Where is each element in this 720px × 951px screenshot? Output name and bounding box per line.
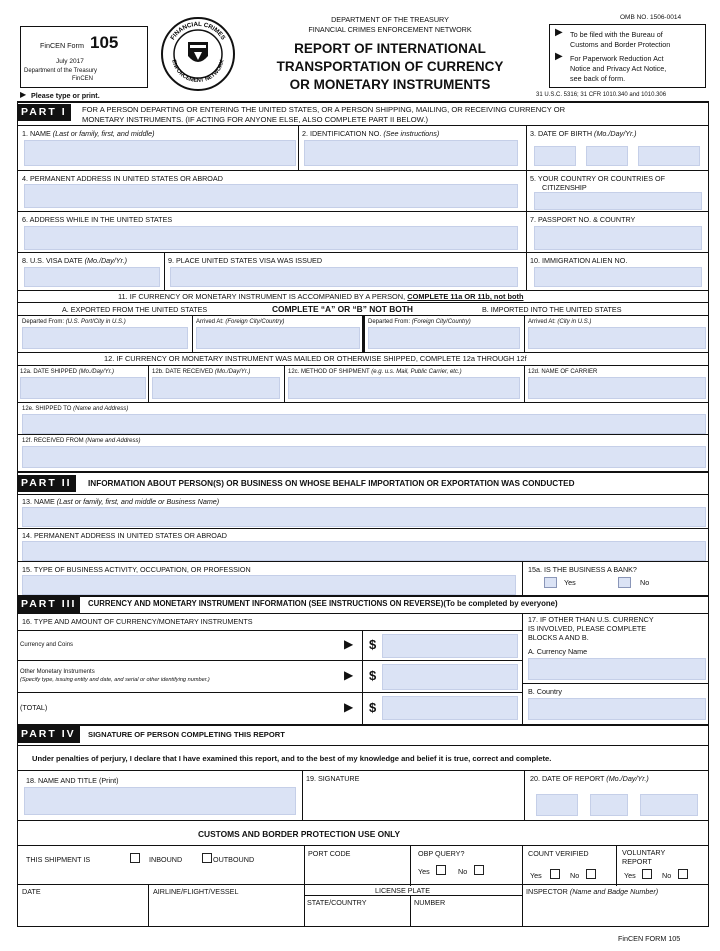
part-4-tag: PART IV (17, 726, 80, 743)
rule (17, 252, 709, 253)
alien-no-label: 10. IMMIGRATION ALIEN NO. (530, 256, 628, 265)
report-month-field[interactable] (536, 794, 578, 816)
rule (17, 471, 709, 473)
departed-from-foreign-label: Departed From: (Foreign City/Country) (368, 319, 471, 325)
divider (284, 366, 285, 402)
divider (304, 846, 305, 926)
please-arrow-icon: ▶ (20, 90, 27, 99)
arrived-at-foreign-label: Arrived At: (Foreign City/Country) (196, 319, 285, 325)
rule (17, 302, 709, 303)
part-1-title-2: MONETARY INSTRUMENTS. (IF ACTING FOR ANYONE ELSE, ALSO COMPLETE PART II BELOW.) (82, 115, 429, 124)
alien-no-field[interactable] (534, 267, 702, 287)
divider-thick (362, 316, 365, 352)
divider (192, 316, 193, 352)
item-11-label: 11. IF CURRENCY OR MONETARY INSTRUMENT IS ACCOMPANIED BY A PERSON, COMPLETE 11a OR 11b, not both (118, 292, 524, 301)
total-amount[interactable] (382, 696, 518, 720)
divider (298, 126, 299, 170)
dept-short-2: FinCEN (72, 76, 94, 82)
rule (17, 820, 709, 821)
rule (17, 402, 709, 403)
airline-label: AIRLINE/FLIGHT/VESSEL (153, 887, 239, 896)
frame-left (17, 101, 18, 927)
other-instruments-label: Other Monetary Instruments (20, 669, 95, 675)
part-1-title-1: FOR A PERSON DEPARTING OR ENTERING THE UNITED STATES, OR A PERSON SHIPPING, MAILING, OR RECEIVING CURRENCY OR (82, 105, 566, 114)
divider (616, 846, 617, 886)
business-address-field[interactable] (22, 541, 706, 561)
date-label: DATE (22, 887, 41, 896)
rule (17, 845, 709, 846)
total-label: (TOTAL) (20, 703, 48, 712)
cbp-title: CUSTOMS AND BORDER PROTECTION USE ONLY (198, 829, 401, 839)
rule (17, 365, 709, 366)
perm-address-label: 4. PERMANENT ADDRESS IN UNITED STATES OR ABROAD (22, 174, 223, 183)
divider (148, 885, 149, 926)
rule (17, 884, 709, 885)
obp-query-label: OBP QUERY? (418, 849, 465, 858)
note-2c: see back of form. (570, 74, 626, 83)
voluntary-yes-label: Yes (624, 871, 636, 880)
rule (17, 660, 522, 661)
departed-from-us-label: Departed From: (U.S. Port/City in U.S.) (22, 319, 126, 325)
bank-yes-label: Yes (564, 578, 576, 587)
count-verified-label: COUNT VERIFIED (528, 849, 589, 858)
form-label: FinCEN Form (40, 41, 84, 50)
arrived-at-us-field[interactable] (528, 327, 706, 349)
divider (522, 562, 523, 596)
part-3-title: CURRENCY AND MONETARY INSTRUMENT INFORMATION (SEE INSTRUCTIONS ON REVERSE)(To be completed by everyone) (88, 599, 558, 608)
license-plate-label: LICENSE PLATE (375, 886, 430, 895)
form-title-2: TRANSPORTATION OF CURRENCY (276, 59, 504, 74)
carrier-field[interactable] (528, 377, 706, 399)
total-arrow-icon: ▶ (344, 700, 354, 714)
report-year-field[interactable] (640, 794, 698, 816)
svg-text:FINANCIAL CRIMES: FINANCIAL CRIMES (169, 20, 227, 42)
name-field[interactable] (24, 140, 296, 166)
business-name-field[interactable] (22, 507, 706, 527)
dob-label: 3. DATE OF BIRTH (Mo./Day/Yr.) (530, 129, 637, 138)
business-address-label: 14. PERMANENT ADDRESS IN UNITED STATES OR ABROAD (22, 531, 227, 540)
note-1a: To be filed with the Bureau of (570, 30, 663, 39)
other-dollar-sign: $ (369, 668, 377, 683)
rule (17, 724, 709, 726)
citizenship-label-2: CITIZENSHIP (542, 183, 587, 192)
voluntary-label-2: REPORT (622, 857, 652, 866)
method-label: 12c. METHOD OF SHIPMENT (e.g. u.s. Mail, Public Carrier, etc.) (288, 369, 462, 375)
dept-short: Department of the Treasury (24, 68, 98, 74)
state-country-label: STATE/COUNTRY (307, 898, 367, 907)
rule (17, 494, 709, 495)
shipment-label: THIS SHIPMENT IS (26, 855, 91, 864)
divider (148, 366, 149, 402)
departed-from-foreign-field[interactable] (368, 327, 520, 349)
name-title-field[interactable] (24, 787, 296, 815)
currency-name-field[interactable] (528, 658, 706, 680)
dob-year-field[interactable] (638, 146, 700, 166)
treasury-seal (160, 16, 236, 92)
divider (524, 316, 525, 352)
rule (17, 926, 709, 927)
query-no-checkbox[interactable] (474, 865, 484, 875)
voluntary-no-checkbox[interactable] (678, 869, 688, 879)
rule (17, 613, 709, 614)
country-label: B. Country (528, 687, 562, 696)
currency-name-label: A. Currency Name (528, 647, 588, 656)
count-yes-label: Yes (530, 871, 542, 880)
signature-label: 19. SIGNATURE (306, 774, 360, 783)
passport-label: 7. PASSPORT NO. & COUNTRY (530, 215, 636, 224)
method-field[interactable] (288, 377, 520, 399)
signature-area[interactable] (306, 785, 520, 817)
rule (17, 770, 709, 771)
count-no-checkbox[interactable] (586, 869, 596, 879)
us-address-field[interactable] (24, 226, 518, 250)
frame-right (708, 101, 709, 927)
dob-day-field[interactable] (586, 146, 628, 166)
query-yes-label: Yes (418, 867, 430, 876)
rule (17, 211, 709, 212)
omb-number: OMB NO. 1506-0014 (620, 14, 682, 21)
divider (302, 771, 303, 820)
rule (17, 125, 709, 126)
part-3-tag: PART III (17, 596, 80, 613)
report-date-label: 20. DATE OF REPORT (Mo./Day/Yr.) (530, 774, 649, 783)
rule (17, 290, 709, 291)
port-code-label: PORT CODE (308, 849, 351, 858)
received-from-label: 12f. RECEIVED FROM (Name and Address) (22, 438, 141, 444)
bank-no-label: No (640, 578, 650, 587)
complete-a-or-b: COMPLETE “A” OR “B” NOT BOTH (272, 304, 413, 314)
note-arrow-icon: ▶ (555, 51, 563, 62)
divider (522, 846, 523, 926)
divider (410, 895, 411, 926)
part-4-title: SIGNATURE OF PERSON COMPLETING THIS REPORT (88, 730, 285, 739)
coins-dollar-sign: $ (369, 637, 377, 652)
id-no-label: 2. IDENTIFICATION NO. (See instructions) (302, 129, 440, 138)
shipped-to-label: 12e. SHIPPED TO (Name and Address) (22, 406, 129, 412)
bank-yes-checkbox[interactable] (544, 577, 557, 588)
penalty-statement: Under penalties of perjury, I declare that I have examined this report, and to the best of my knowledge and belief it is true, correct and complete. (32, 754, 552, 763)
form-number: 105 (90, 33, 119, 52)
name-title-label: 18. NAME AND TITLE (Print) (26, 776, 119, 785)
received-from-field[interactable] (22, 446, 706, 468)
rule (17, 692, 522, 693)
part-2-title: INFORMATION ABOUT PERSON(S) OR BUSINESS ON WHOSE BEHALF IMPORTATION OR EXPORTATION WAS CONDUCTED (88, 479, 575, 488)
date-received-field[interactable] (152, 377, 280, 399)
us-address-label: 6. ADDRESS WHILE IN THE UNITED STATES (22, 215, 173, 224)
citizenship-label-1: 5. YOUR COUNTRY OR COUNTRIES OF (530, 174, 665, 183)
carrier-label: 12d. NAME OF CARRIER (528, 369, 598, 375)
date-shipped-label: 12a. DATE SHIPPED (Mo./Day/Yr.) (20, 369, 115, 375)
note-1b: Customs and Border Protection (570, 40, 671, 49)
rule (17, 170, 709, 171)
coins-arrow-icon: ▶ (344, 637, 354, 651)
other-instruments-amount[interactable] (382, 664, 518, 690)
bank-no-checkbox[interactable] (618, 577, 631, 588)
network-name: FINANCIAL CRIMES ENFORCEMENT NETWORK (308, 25, 472, 34)
business-name-label: 13. NAME (Last or family, first, and middle or Business Name) (22, 497, 220, 506)
count-yes-checkbox[interactable] (550, 869, 560, 879)
divider (362, 630, 363, 724)
form-title-1: REPORT OF INTERNATIONAL (294, 41, 486, 56)
count-no-label: No (570, 871, 580, 880)
arrived-at-foreign-field[interactable] (196, 327, 360, 349)
divider (410, 846, 411, 886)
query-yes-checkbox[interactable] (436, 865, 446, 875)
inbound-label: INBOUND (149, 855, 183, 864)
footer-form-id: FinCEN FORM 105 (618, 934, 681, 943)
type-amount-label: 16. TYPE AND AMOUNT OF CURRENCY/MONETARY INSTRUMENTS (22, 617, 253, 626)
inspector-label: INSPECTOR (Name and Badge Number) (526, 887, 659, 896)
form-title-3: OR MONETARY INSTRUMENTS (289, 77, 491, 92)
date-received-label: 12b. DATE RECEIVED (Mo./Day/Yr.) (152, 369, 251, 375)
visa-place-label: 9. PLACE UNITED STATES VISA WAS ISSUED (168, 256, 323, 265)
departed-from-us-field[interactable] (22, 327, 188, 349)
svg-text:ENFORCEMENT NETWORK: ENFORCEMENT NETWORK (170, 59, 226, 85)
currency-coins-amount[interactable] (382, 634, 518, 658)
imported-heading: B. IMPORTED INTO THE UNITED STATES (482, 305, 622, 314)
divider (524, 771, 525, 820)
rule (17, 745, 709, 746)
rule (17, 595, 709, 597)
citizenship-field[interactable] (534, 192, 702, 210)
rule (17, 101, 709, 103)
voluntary-no-label: No (662, 871, 672, 880)
date-shipped-field[interactable] (20, 377, 146, 399)
divider (524, 366, 525, 402)
outbound-checkbox[interactable] (202, 853, 212, 863)
arrived-at-us-label: Arrived At: (City in U.S.) (528, 319, 592, 325)
rule (17, 528, 709, 529)
outbound-label: OUTBOUND (213, 855, 255, 864)
rule (17, 630, 522, 631)
visa-place-field[interactable] (170, 267, 518, 287)
plate-number-label: NUMBER (414, 898, 446, 907)
occupation-label: 15. TYPE OF BUSINESS ACTIVITY, OCCUPATION, OR PROFESSION (22, 565, 251, 574)
total-dollar-sign: $ (369, 700, 377, 715)
perm-address-field[interactable] (24, 184, 518, 208)
please-type: Please type or print. (31, 91, 100, 100)
exported-heading: A. EXPORTED FROM THE UNITED STATES (62, 305, 208, 314)
rule (304, 895, 522, 896)
divider (522, 614, 523, 724)
voluntary-label-1: VOLUNTARY (622, 848, 666, 857)
rule (17, 434, 709, 435)
other-instruments-note: (Specify type, issuing entity and date, and serial or other identifying number.) (20, 677, 210, 683)
name-label: 1. NAME (Last or family, first, and middle) (22, 129, 155, 138)
currency-coins-label: Currency and Coins (20, 642, 74, 648)
query-no-label: No (458, 867, 468, 876)
part-2-tag: PART II (17, 475, 76, 492)
visa-date-field[interactable] (24, 267, 160, 287)
non-us-currency-3: BLOCKS A AND B. (528, 633, 589, 642)
report-day-field[interactable] (590, 794, 628, 816)
form-date: July 2017 (56, 58, 84, 65)
voluntary-yes-checkbox[interactable] (642, 869, 652, 879)
rule (17, 561, 709, 562)
divider (526, 126, 527, 290)
dob-month-field[interactable] (534, 146, 576, 166)
item-12-label: 12. IF CURRENCY OR MONETARY INSTRUMENT WAS MAILED OR OTHERWISE SHIPPED, COMPLETE 12a THROUGH 12f (104, 354, 527, 363)
id-no-field[interactable] (304, 140, 518, 166)
occupation-field[interactable] (22, 575, 516, 595)
is-bank-label: 15a. IS THE BUSINESS A BANK? (528, 565, 637, 574)
rule (17, 352, 709, 353)
shipped-to-field[interactable] (22, 414, 706, 434)
note-2a: For Paperwork Reduction Act (570, 54, 664, 63)
other-arrow-icon: ▶ (344, 668, 354, 682)
inbound-checkbox[interactable] (130, 853, 140, 863)
note-arrow-icon: ▶ (555, 27, 563, 38)
rule (522, 683, 709, 684)
visa-date-label: 8. U.S. VISA DATE (Mo./Day/Yr.) (22, 256, 128, 265)
citation: 31 U.S.C. 5316; 31 CFR 1010.340 and 1010.306 (536, 92, 667, 98)
non-us-currency-2: IS INVOLVED, PLEASE COMPLETE (528, 624, 647, 633)
passport-field[interactable] (534, 226, 702, 250)
country-field[interactable] (528, 698, 706, 720)
note-2b: Notice and Privacy Act Notice, (570, 64, 667, 73)
dept-name: DEPARTMENT OF THE TREASURY (331, 15, 449, 24)
part-1-tag: PART I (17, 104, 71, 121)
divider (164, 253, 165, 290)
non-us-currency-1: 17. IF OTHER THAN U.S. CURRENCY (528, 615, 654, 624)
